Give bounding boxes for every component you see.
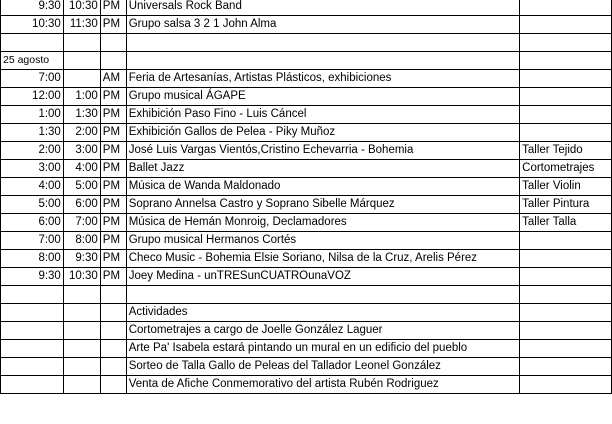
- workshop-cell: [520, 322, 612, 340]
- event-cell: Exhibición Gallos de Pelea - Piky Muñoz: [126, 124, 519, 142]
- start-time-cell: 25 agosto: [1, 52, 64, 70]
- event-cell: Checo Music - Bohemia Elsie Soriano, Nilsa de la Cruz, Arelis Pérez: [126, 250, 519, 268]
- workshop-cell: [520, 268, 612, 286]
- end-time-cell: [63, 52, 100, 70]
- schedule-row: [1, 70, 612, 88]
- schedule-row: [1, 376, 612, 394]
- start-time-cell: 1:30: [1, 124, 64, 142]
- workshop-cell: Taller Pintura: [520, 196, 612, 214]
- end-time-cell: 8:00: [63, 232, 100, 250]
- event-cell: José Luis Vargas Vientós,Cristino Echevarria - Bohemia: [126, 142, 519, 160]
- start-time-cell: 3:00: [1, 160, 64, 178]
- end-time-cell: 1:00: [63, 88, 100, 106]
- event-cell: Actividades: [126, 304, 519, 322]
- event-cell: Arte Pa' Isabela estará pintando un mural en un edificio del pueblo: [126, 340, 519, 358]
- schedule-row: [1, 340, 612, 358]
- workshop-cell: Taller Talla: [520, 214, 612, 232]
- start-time-cell: 9:30: [1, 268, 64, 286]
- end-time-cell: [63, 304, 100, 322]
- meridiem-cell: AM: [100, 70, 126, 88]
- start-time-cell: [1, 304, 64, 322]
- end-time-cell: 6:00: [63, 196, 100, 214]
- event-cell: [126, 34, 519, 52]
- meridiem-cell: PM: [100, 16, 126, 34]
- workshop-cell: [520, 250, 612, 268]
- start-time-cell: [1, 358, 64, 376]
- end-time-cell: 3:00: [63, 142, 100, 160]
- schedule-row: [1, 52, 612, 70]
- workshop-cell: [520, 124, 612, 142]
- end-time-cell: 10:30: [63, 268, 100, 286]
- start-time-cell: 9:30: [1, 0, 64, 16]
- schedule-row: [1, 268, 612, 286]
- start-time-cell: 4:00: [1, 178, 64, 196]
- end-time-cell: [63, 376, 100, 394]
- schedule-row: [1, 196, 612, 214]
- workshop-cell: Taller Tejido: [520, 142, 612, 160]
- start-time-cell: 6:00: [1, 214, 64, 232]
- workshop-cell: [520, 34, 612, 52]
- workshop-cell: [520, 106, 612, 124]
- event-cell: [126, 52, 519, 70]
- workshop-cell: Taller Violin: [520, 178, 612, 196]
- meridiem-cell: PM: [100, 160, 126, 178]
- meridiem-cell: [100, 376, 126, 394]
- schedule-row: [1, 214, 612, 232]
- event-cell: Música de Wanda Maldonado: [126, 178, 519, 196]
- start-time-cell: [1, 34, 64, 52]
- end-time-cell: 11:30: [63, 16, 100, 34]
- meridiem-cell: PM: [100, 0, 126, 16]
- event-cell: Joey Medina - unTRESunCUATROunaVOZ: [126, 268, 519, 286]
- schedule-row: [1, 358, 612, 376]
- start-time-cell: 10:30: [1, 16, 64, 34]
- workshop-cell: [520, 304, 612, 322]
- event-cell: Soprano Annelsa Castro y Soprano Sibelle Márquez: [126, 196, 519, 214]
- start-time-cell: [1, 286, 64, 304]
- schedule-row: [1, 0, 612, 16]
- event-cell: Cortometrajes a cargo de Joelle González Laguer: [126, 322, 519, 340]
- schedule-row: [1, 286, 612, 304]
- event-cell: [126, 286, 519, 304]
- meridiem-cell: PM: [100, 196, 126, 214]
- end-time-cell: 1:30: [63, 106, 100, 124]
- meridiem-cell: [100, 358, 126, 376]
- meridiem-cell: PM: [100, 232, 126, 250]
- schedule-row: [1, 322, 612, 340]
- event-cell: Exhibición Paso Fino - Luis Cáncel: [126, 106, 519, 124]
- start-time-cell: 1:00: [1, 106, 64, 124]
- event-cell: Feria de Artesanías, Artistas Plásticos, exhibiciones: [126, 70, 519, 88]
- meridiem-cell: PM: [100, 124, 126, 142]
- start-time-cell: 2:00: [1, 142, 64, 160]
- meridiem-cell: PM: [100, 250, 126, 268]
- start-time-cell: 5:00: [1, 196, 64, 214]
- schedule-row: [1, 88, 612, 106]
- event-cell: Universals Rock Band: [126, 0, 519, 16]
- end-time-cell: 10:30: [63, 0, 100, 16]
- event-cell: Grupo musical ÁGAPE: [126, 88, 519, 106]
- workshop-cell: [520, 286, 612, 304]
- workshop-cell: [520, 70, 612, 88]
- end-time-cell: [63, 286, 100, 304]
- meridiem-cell: [100, 340, 126, 358]
- schedule-row: [1, 304, 612, 322]
- workshop-cell: [520, 358, 612, 376]
- meridiem-cell: [100, 304, 126, 322]
- workshop-cell: Cortometrajes: [520, 160, 612, 178]
- end-time-cell: [63, 34, 100, 52]
- meridiem-cell: PM: [100, 268, 126, 286]
- event-cell: Venta de Afiche Conmemorativo del artista Rubén Rodriguez: [126, 376, 519, 394]
- end-time-cell: 7:00: [63, 214, 100, 232]
- event-cell: Ballet Jazz: [126, 160, 519, 178]
- workshop-cell: [520, 16, 612, 34]
- schedule-row: [1, 178, 612, 196]
- schedule-body: [1, 0, 612, 394]
- workshop-cell: [520, 88, 612, 106]
- workshop-cell: [520, 52, 612, 70]
- end-time-cell: 2:00: [63, 124, 100, 142]
- meridiem-cell: PM: [100, 178, 126, 196]
- start-time-cell: [1, 322, 64, 340]
- meridiem-cell: [100, 286, 126, 304]
- workshop-cell: [520, 340, 612, 358]
- event-cell: Grupo salsa 3 2 1 John Alma: [126, 16, 519, 34]
- meridiem-cell: PM: [100, 88, 126, 106]
- meridiem-cell: [100, 34, 126, 52]
- event-cell: Grupo musical Hermanos Cortés: [126, 232, 519, 250]
- workshop-cell: [520, 232, 612, 250]
- schedule-row: [1, 34, 612, 52]
- schedule-row: [1, 16, 612, 34]
- end-time-cell: 9:30: [63, 250, 100, 268]
- workshop-cell: [520, 376, 612, 394]
- workshop-cell: [520, 0, 612, 16]
- schedule-row: [1, 250, 612, 268]
- event-cell: Sorteo de Talla Gallo de Peleas del Tallador Leonel González: [126, 358, 519, 376]
- end-time-cell: [63, 322, 100, 340]
- meridiem-cell: PM: [100, 214, 126, 232]
- start-time-cell: 8:00: [1, 250, 64, 268]
- schedule-row: [1, 106, 612, 124]
- start-time-cell: 7:00: [1, 232, 64, 250]
- schedule-row: [1, 232, 612, 250]
- end-time-cell: 5:00: [63, 178, 100, 196]
- end-time-cell: [63, 340, 100, 358]
- start-time-cell: [1, 376, 64, 394]
- start-time-cell: 7:00: [1, 70, 64, 88]
- meridiem-cell: PM: [100, 142, 126, 160]
- meridiem-cell: [100, 52, 126, 70]
- schedule-row: [1, 160, 612, 178]
- end-time-cell: [63, 70, 100, 88]
- schedule-row: [1, 142, 612, 160]
- schedule-row: [1, 124, 612, 142]
- meridiem-cell: PM: [100, 106, 126, 124]
- end-time-cell: 4:00: [63, 160, 100, 178]
- start-time-cell: 12:00: [1, 88, 64, 106]
- meridiem-cell: [100, 322, 126, 340]
- event-cell: Música de Hemán Monroig, Declamadores: [126, 214, 519, 232]
- end-time-cell: [63, 358, 100, 376]
- start-time-cell: [1, 340, 64, 358]
